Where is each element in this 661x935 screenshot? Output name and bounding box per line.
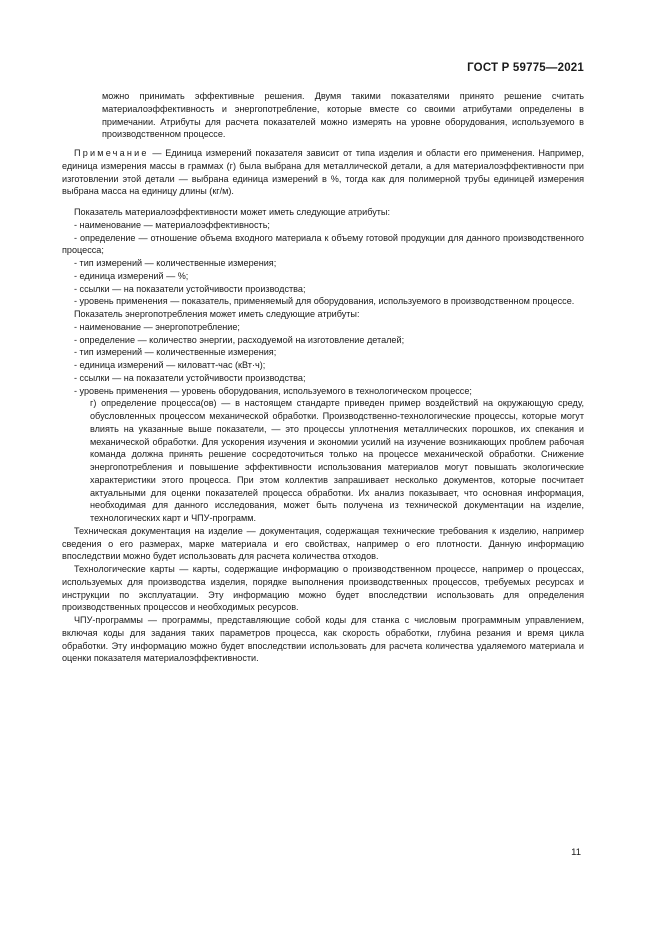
note-text: — Единица измерений показателя зависит от типа изделия и области его применения. Например, единица измерения массы в граммах (г) была выбрана для металлической детали, а для материалоэффективности при изготовлении этой детали — выбрана единица измерений в %, тогда как для полимерной трубы единицей измерения выбрана масса на единицу длины (кг/м).: [62, 148, 584, 197]
material-item: - уровень применения — показатель, применяемый для оборудования, используемого в производственном процессе.: [74, 296, 575, 307]
energy-item: - уровень применения — уровень оборудования, используемого в технологическом процессе;: [74, 385, 472, 396]
page-body: [62, 90, 584, 665]
material-item: - тип измерений — количественные измерения;: [74, 258, 277, 268]
body-paragraph: ЧПУ-программы — программы, представляющие собой коды для станка с числовым программным управлением, включая коды для задания таких параметров процесса, как скорость обработки, глубина резания и время цикла обработки. Эту информацию можно будет впоследствии использовать для расчета количества удаляемого материала и оценки показателя материалоэффективности.: [62, 615, 584, 664]
energy-item: - наименование — энергопотребление;: [74, 321, 240, 332]
document-code: ГОСТ Р 59775—2021: [467, 62, 584, 74]
material-intro: Показатель материалоэффективности может иметь следующие атрибуты:: [74, 207, 390, 217]
energy-item: - ссылки — на показатели устойчивости производства;: [74, 372, 306, 383]
material-item: - определение — отношение объема входного материала к объему готовой продукции для данного производственного процесса;: [62, 232, 584, 256]
energy-intro: Показатель энергопотребления может иметь следующие атрибуты:: [74, 309, 360, 319]
note-label: Примечание: [74, 148, 149, 158]
note-paragraph: [62, 147, 584, 198]
material-item: - ссылки — на показатели устойчивости производства;: [74, 283, 306, 294]
energy-item: - определение — количество энергии, расходуемой на изготовление деталей;: [74, 334, 405, 345]
material-item: - единица измерений — %;: [74, 270, 189, 281]
energy-item: - тип измерений — количественные измерения;: [74, 347, 277, 358]
page-number: 11: [571, 847, 581, 858]
item-g-paragraph: г) определение процесса(ов) — в настоящем стандарте приведен пример воздействий на окружающую среду, обусловленных процессом механической обработки. Производственно-технологические процессы, которые могут влиять на указанные выше показатели, — это процессы уплотнения металлических порошков, их спекания и механической обработки. Для ускорения изучения и экономии усилий на изучение возникающих проблем рабочая команда должна принять решение сосредоточиться только на процессе механической обработки. Снижение энергопотребления и повышение эффективности использования материалов могут повышать экологические характеристики этого процесса. При этом коллектив запрашивает несколько документов, которые посчитает актуальными для оценки показателей процесса обработки. Их анализ показывает, что основная информация, необходимая для данного исследования, может быть получена из технической документации на изделие, технологических карт и ЧПУ-программ.: [90, 398, 584, 523]
body-paragraph: Техническая документация на изделие — документация, содержащая технические требования к изделию, например сведения о его размерах, марке материала и его свойствах, например о его плотности. Данную информацию впоследствии можно будет использовать для расчета количества отходов.: [62, 525, 584, 562]
material-item: - наименование — материалоэффективность;: [74, 219, 270, 230]
intro-paragraph: можно принимать эффективные решения. Двумя такими показателями принято решение считать материалоэффективность и энергопотребление, которые вместе со своими атрибутами определены в примечании. Атрибуты для расчета показателей можно измерять на уровне оборудования, используемого в производственном процессе.: [102, 91, 584, 140]
body-paragraph: Технологические карты — карты, содержащие информацию о производственном процессе, например о процессах, используемых для производства изделия, порядке выполнения производственных процессов, требуемых ресурсах и инструкции по эксплуатации. Эту информацию можно будет впоследствии использовать для определения производственных процессов и необходимых ресурсов.: [62, 564, 584, 613]
energy-item: - единица измерений — киловатт-час (кВт·ч);: [74, 360, 266, 370]
